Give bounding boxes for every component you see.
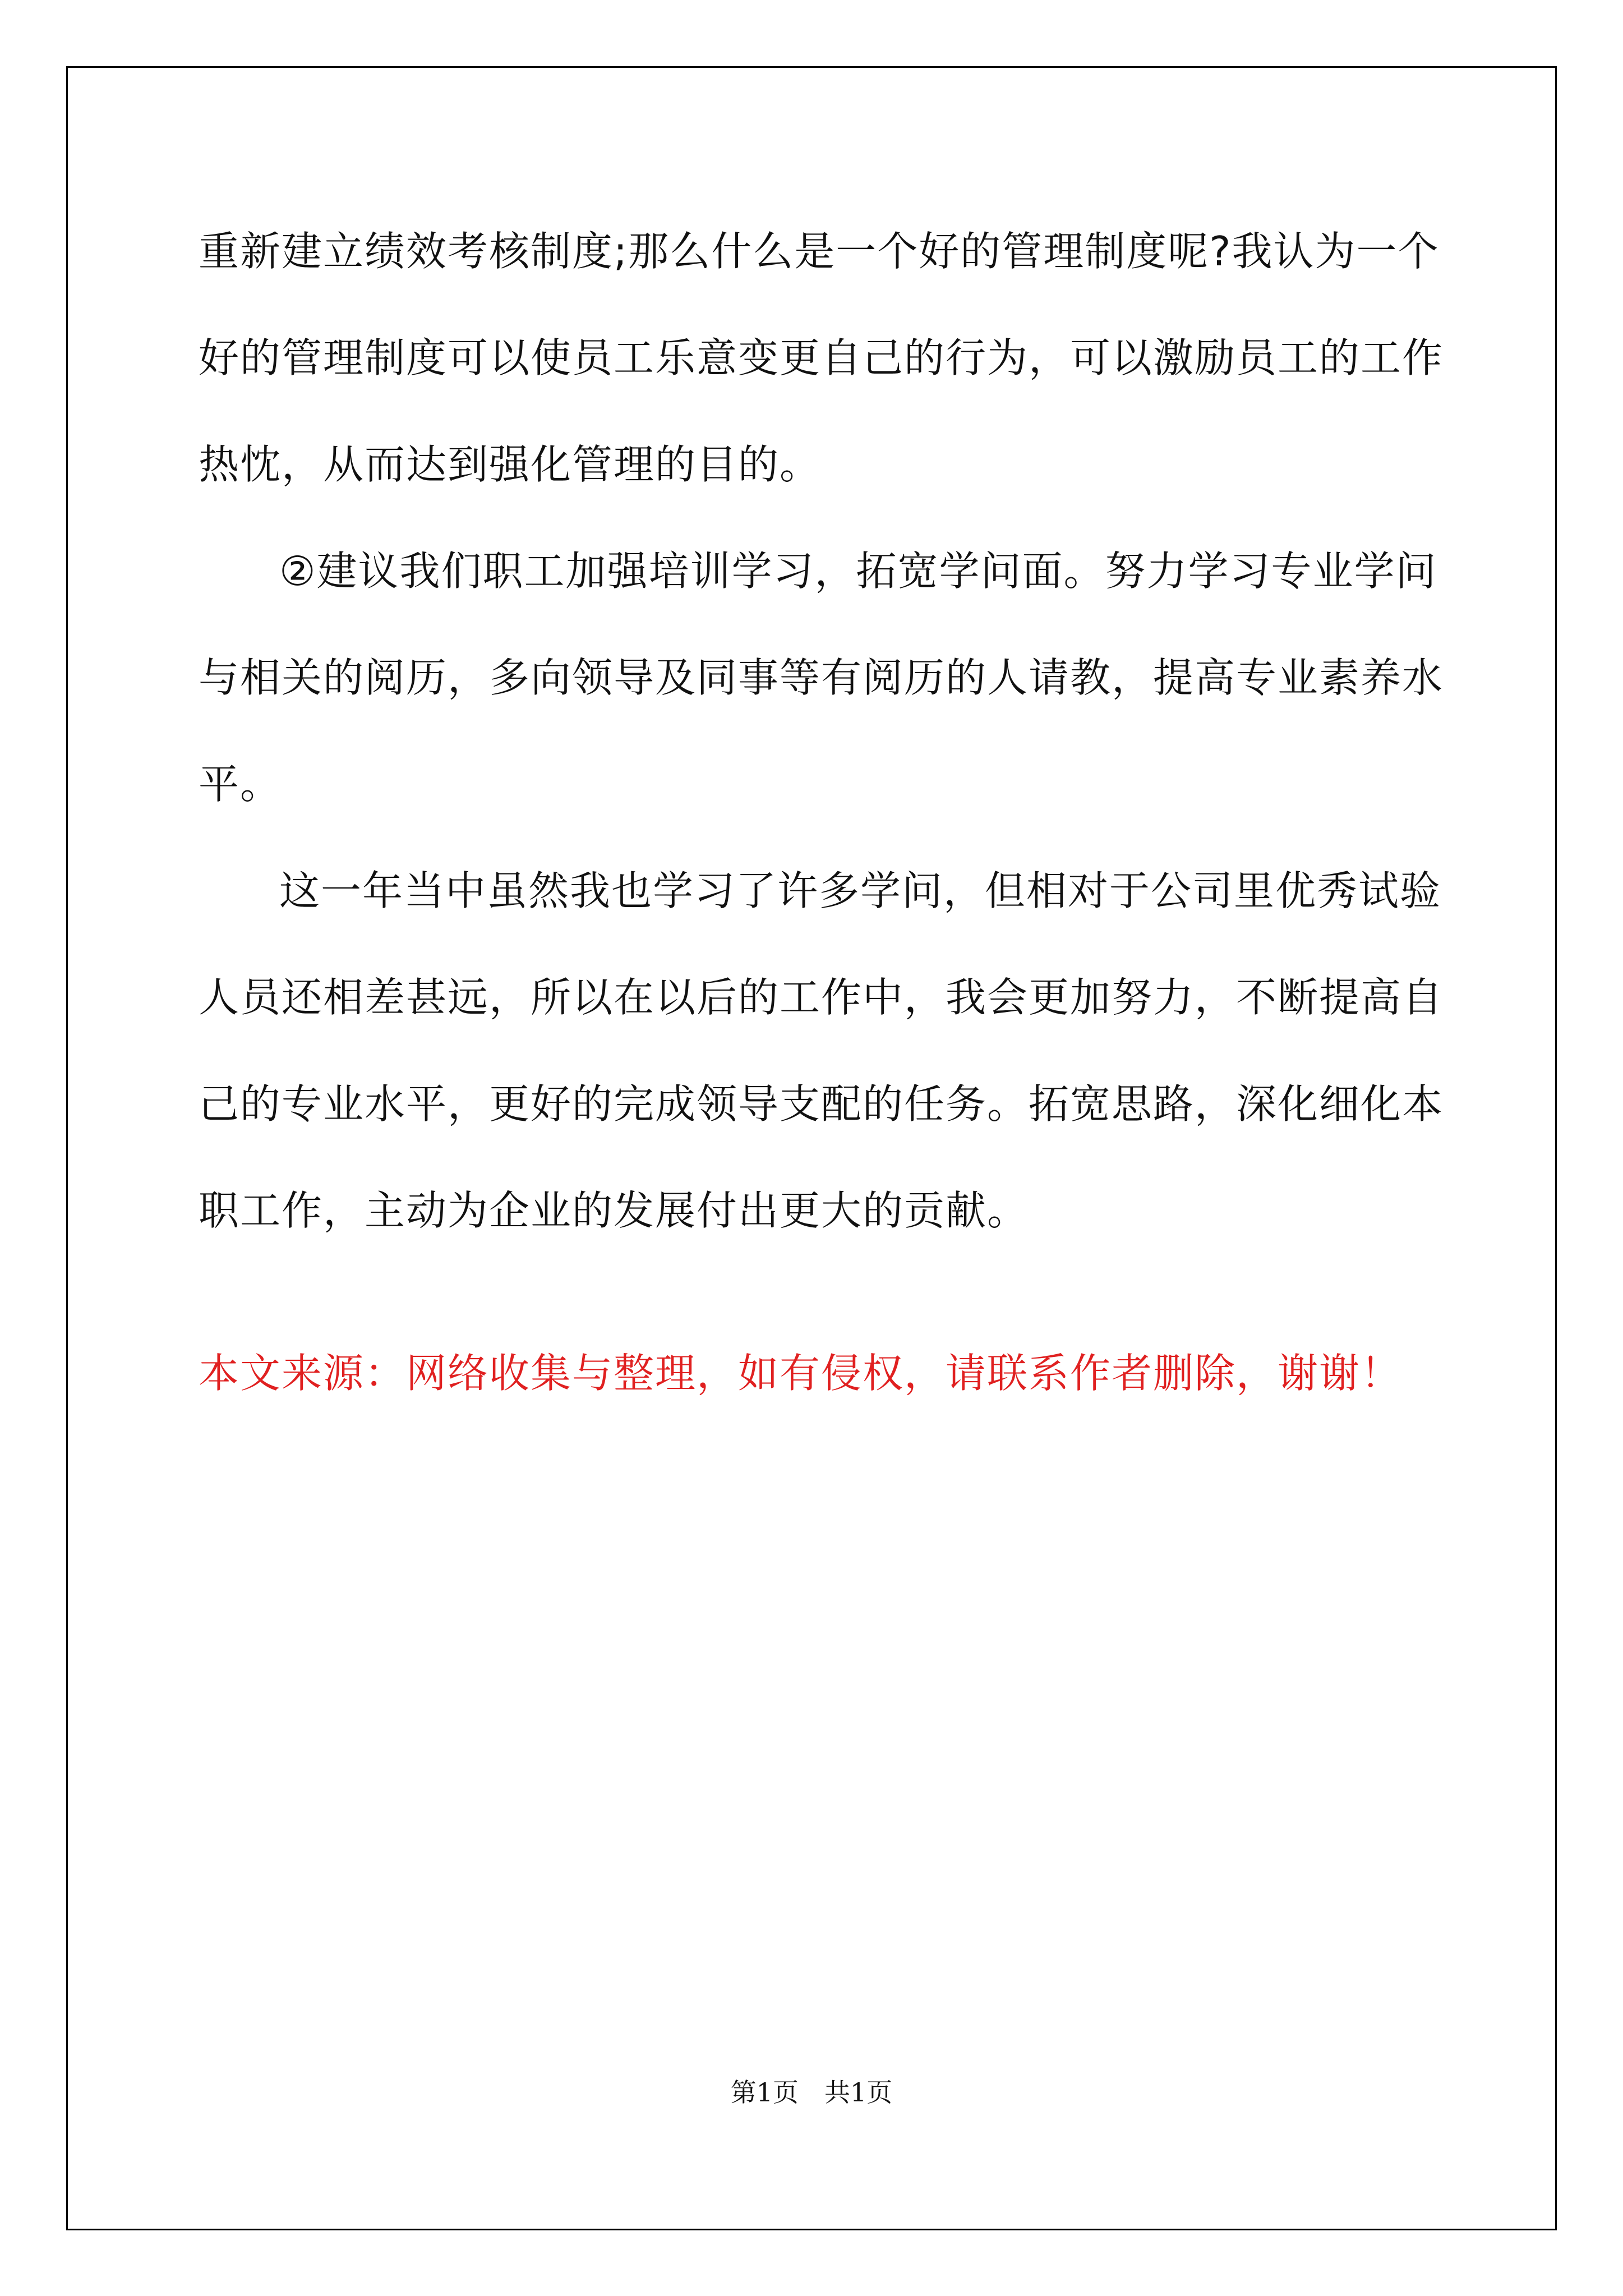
paragraph-1-line-3: 热忱，从而达到强化管理的目的。 (199, 441, 822, 488)
paragraph-3-line-3: 己的专业水平，更好的完成领导支配的任务。拓宽思路，深化细化本 (199, 1080, 1444, 1128)
paragraph-1-line-2: 好的管理制度可以使员工乐意变更自己的行为，可以激励员工的工作 (199, 334, 1444, 381)
paragraph-3-line-2: 人员还相差甚远，所以在以后的工作中，我会更加努力，不断提高自 (199, 974, 1444, 1021)
paragraph-2-line-1: ②建议我们职工加强培训学习，拓宽学问面。努力学习专业学问 (279, 547, 1437, 595)
paragraph-2-line-2: 与相关的阅历，多向领导及同事等有阅历的人请教，提高专业素养水 (199, 654, 1444, 701)
page-border (66, 66, 1557, 2230)
page-footer: 第1页 共1页 (730, 2077, 893, 2108)
paragraph-3-line-1: 这一年当中虽然我也学习了许多学问，但相对于公司里优秀试验 (279, 867, 1442, 914)
paragraph-2-line-3: 平。 (199, 761, 282, 808)
paragraph-1-line-1: 重新建立绩效考核制度;那么什么是一个好的管理制度呢?我认为一个 (199, 228, 1440, 275)
source-note: 本文来源：网络收集与整理，如有侵权，请联系作者删除，谢谢！ (199, 1350, 1403, 1397)
paragraph-3-line-4: 职工作，主动为企业的发展付出更大的贡献。 (199, 1187, 1029, 1234)
